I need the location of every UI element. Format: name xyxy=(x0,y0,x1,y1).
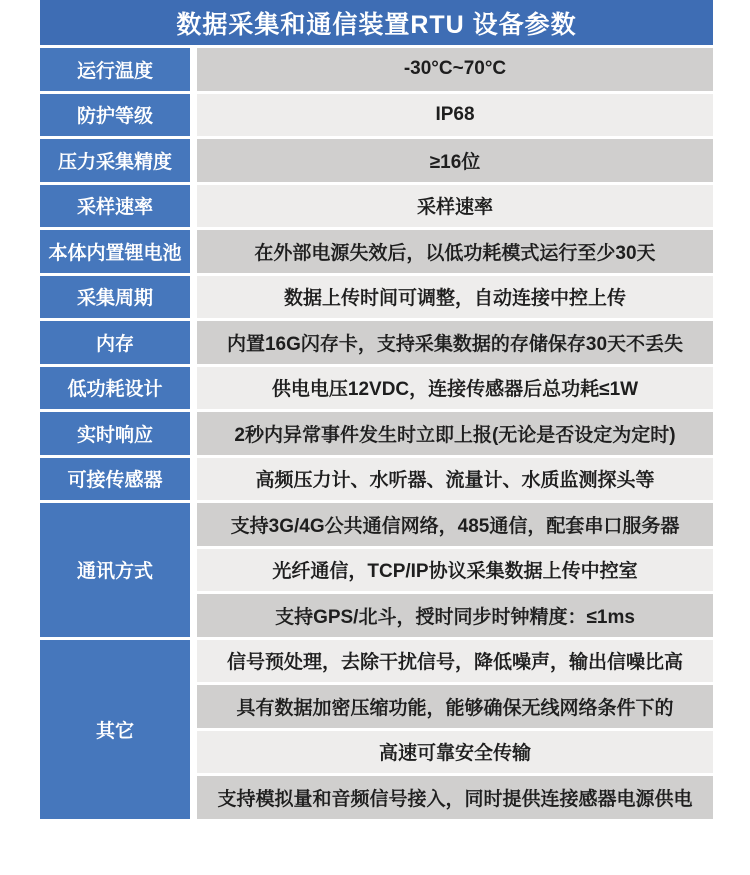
spec-value-group xyxy=(197,412,713,455)
table-row xyxy=(40,412,713,455)
spec-value-group xyxy=(197,367,713,410)
spec-value-group xyxy=(197,48,713,91)
spec-value: 具有数据加密压缩功能，能够确保无线网络条件下的 xyxy=(197,685,713,728)
spec-value: 高速可靠安全传输 xyxy=(197,731,713,774)
spec-value-group xyxy=(197,94,713,137)
spec-table-body xyxy=(40,48,713,819)
table-row xyxy=(40,94,713,137)
table-row xyxy=(40,185,713,228)
table-row xyxy=(40,139,713,182)
spec-label: 其它 xyxy=(40,640,190,819)
table-row xyxy=(40,276,713,319)
spec-value-group xyxy=(197,458,713,501)
spec-value: 采样速率 xyxy=(197,185,713,228)
spec-value: 内置16G闪存卡，支持采集数据的存储保存30天不丢失 xyxy=(197,321,713,364)
spec-label: 采集周期 xyxy=(40,276,190,319)
spec-value: 供电电压12VDC，连接传感器后总功耗≤1W xyxy=(197,367,713,410)
spec-label: 本体内置锂电池 xyxy=(40,230,190,273)
spec-label: 运行温度 xyxy=(40,48,190,91)
table-row xyxy=(40,48,713,91)
spec-value: 在外部电源失效后，以低功耗模式运行至少30天 xyxy=(197,230,713,273)
spec-value: 数据上传时间可调整，自动连接中控上传 xyxy=(197,276,713,319)
spec-value-group xyxy=(197,230,713,273)
table-title: 数据采集和通信装置RTU 设备参数 xyxy=(40,0,713,45)
spec-label: 低功耗设计 xyxy=(40,367,190,410)
table-row xyxy=(40,230,713,273)
spec-label: 采样速率 xyxy=(40,185,190,228)
spec-value-group xyxy=(197,139,713,182)
spec-value: 光纤通信，TCP/IP协议采集数据上传中控室 xyxy=(197,549,713,592)
spec-value: 支持GPS/北斗，授时同步时钟精度：≤1ms xyxy=(197,594,713,637)
spec-label: 实时响应 xyxy=(40,412,190,455)
spec-value: ≥16位 xyxy=(197,139,713,182)
spec-value: 2秒内异常事件发生时立即上报(无论是否设定为定时) xyxy=(197,412,713,455)
spec-value: IP68 xyxy=(197,94,713,137)
spec-value: 支持模拟量和音频信号接入，同时提供连接感器电源供电 xyxy=(197,776,713,819)
table-row xyxy=(40,367,713,410)
table-row xyxy=(40,321,713,364)
table-row xyxy=(40,640,713,819)
spec-value-group xyxy=(197,321,713,364)
table-row xyxy=(40,458,713,501)
spec-label: 内存 xyxy=(40,321,190,364)
spec-value: -30°C~70°C xyxy=(197,48,713,91)
spec-label: 可接传感器 xyxy=(40,458,190,501)
table-row xyxy=(40,503,713,637)
spec-label: 防护等级 xyxy=(40,94,190,137)
spec-value-group xyxy=(197,503,713,637)
spec-label: 通讯方式 xyxy=(40,503,190,637)
rtu-spec-table xyxy=(40,0,713,819)
spec-label: 压力采集精度 xyxy=(40,139,190,182)
spec-value: 信号预处理，去除干扰信号，降低噪声，输出信噪比高 xyxy=(197,640,713,683)
spec-value: 支持3G/4G公共通信网络，485通信，配套串口服务器 xyxy=(197,503,713,546)
spec-value-group xyxy=(197,276,713,319)
spec-value-group xyxy=(197,185,713,228)
spec-value: 高频压力计、水听器、流量计、水质监测探头等 xyxy=(197,458,713,501)
spec-value-group xyxy=(197,640,713,819)
